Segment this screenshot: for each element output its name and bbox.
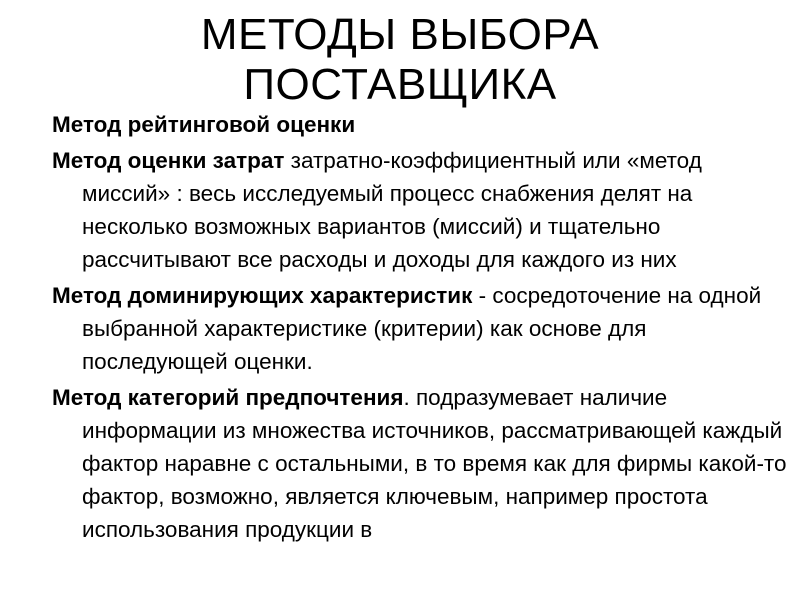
item-lead: Метод рейтинговой оценки xyxy=(52,112,356,137)
item-lead: Метод категорий предпочтения xyxy=(52,385,404,410)
item-text: . подразумевает наличие информации из множества источников, рассматривающей каждый фактор наравне с остальными, в то время как для фирмы какой-то фактор, возможно, является ключевым, например простота использования продукции в xyxy=(82,385,787,542)
title-line-2: ПОСТАВЩИКА xyxy=(243,60,557,109)
item-text: - сосредоточение на одной выбранной характеристике (критерии) как основе для последующей оценки. xyxy=(82,283,762,374)
slide-content xyxy=(52,108,792,549)
list-item-dominant-characteristics-method xyxy=(52,279,792,378)
item-lead: Метод оценки затрат xyxy=(52,148,285,173)
list-item-rating-method xyxy=(52,108,792,141)
list-item-cost-method xyxy=(52,144,792,276)
list-item-preference-categories-method xyxy=(52,381,792,546)
item-lead: Метод доминирующих характеристик xyxy=(52,283,473,308)
title-line-1: МЕТОДЫ ВЫБОРА xyxy=(200,10,600,59)
item-text: затратно-коэффициентный или «метод миссий» : весь исследуемый процесс снабжения делят на несколько возможных вариантов (миссий) и тщательно рассчитывают все расходы и доходы для каждого из них xyxy=(82,148,702,272)
slide-title xyxy=(0,10,800,110)
